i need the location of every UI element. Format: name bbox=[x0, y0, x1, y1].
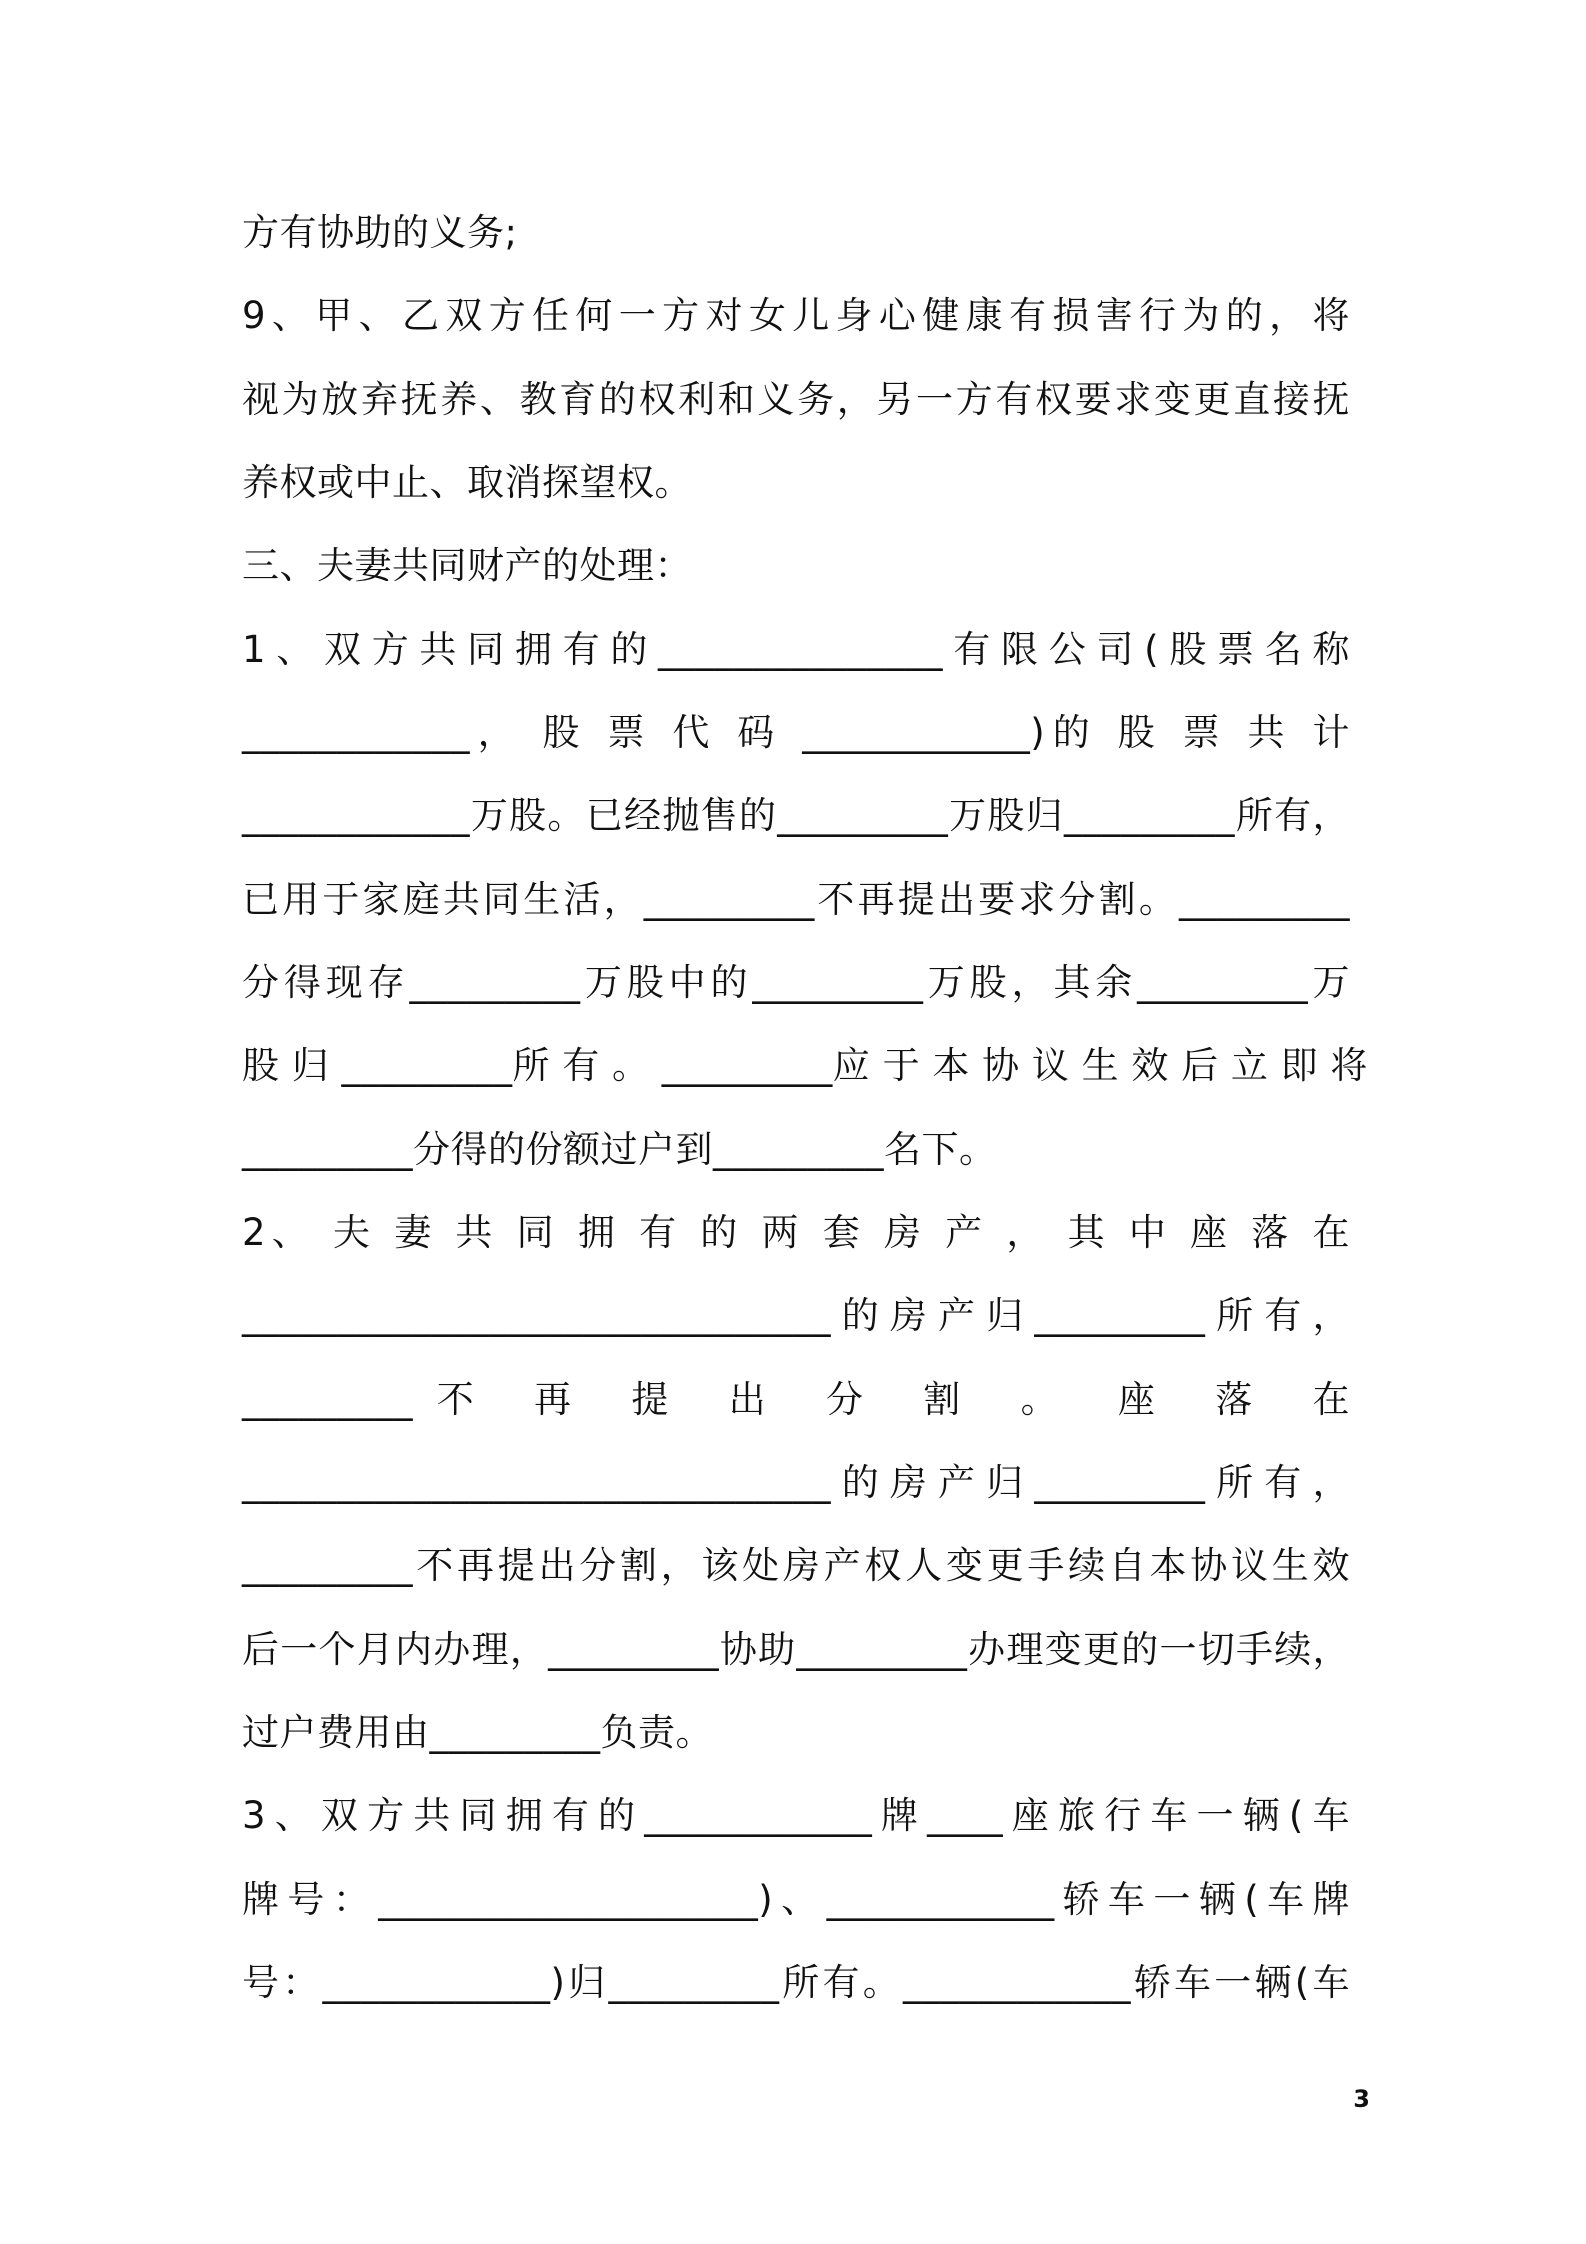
text-line: 1、双方共同拥有的_______________有限公司(股票名称 bbox=[242, 628, 1350, 671]
page-number: 3 bbox=[1353, 2085, 1370, 2113]
text-line: 视为放弃抚养、教育的权利和义务，另一方有权要求变更直接抚 bbox=[242, 378, 1350, 421]
text-line: 9、甲、乙双方任何一方对女儿身心健康有损害行为的，将 bbox=[242, 294, 1350, 337]
text-line: _________分得的份额过户到_________名下。 bbox=[242, 1128, 997, 1171]
text-line: 养权或中止、取消探望权。 bbox=[242, 461, 692, 504]
text-line: 股 归 _________所 有 。 _________应 于 本 协 议 生 效 后 立 即 将 bbox=[242, 1044, 1368, 1087]
section-heading: 三、夫妻共同财产的处理： bbox=[242, 544, 692, 587]
text-line: 分得现存_________万股中的_________万股，其余_________万 bbox=[242, 961, 1350, 1004]
text-line: ____________， 股 票 代 码 ____________)的 股 票 共 计 bbox=[242, 711, 1350, 754]
text-line: 2、 夫 妻 共 同 拥 有 的 两 套 房 产 ， 其 中 座 落 在 bbox=[242, 1211, 1350, 1254]
text-line: 后一个月内办理，_________协助_________办理变更的一切手续， bbox=[242, 1628, 1350, 1671]
text-line: 已用于家庭共同生活，_________不再提出要求分割。_________ bbox=[242, 878, 1350, 921]
text-line: _________不 再 提 出 分 割 。 座 落 在 bbox=[242, 1378, 1350, 1421]
text-line: 方有协助的义务; bbox=[242, 211, 518, 254]
text-line: 号：____________)归_________所有。____________轿车一辆(车 bbox=[242, 1961, 1350, 2004]
text-line: 过户费用由_________负责。 bbox=[242, 1711, 713, 1754]
text-line: 牌号：____________________)、____________轿车一辆(车牌 bbox=[242, 1878, 1350, 1921]
text-line: _______________________________的房产归_________所有， bbox=[242, 1461, 1350, 1504]
text-line: 3、双方共同拥有的____________牌____座旅行车一辆(车 bbox=[242, 1794, 1350, 1837]
text-line: _______________________________的房产归_________所有， bbox=[242, 1294, 1350, 1337]
text-line: ____________万股。已经抛售的_________万股归_________所有， bbox=[242, 794, 1350, 837]
text-line: _________不再提出分割，该处房产权人变更手续自本协议生效 bbox=[242, 1544, 1350, 1587]
